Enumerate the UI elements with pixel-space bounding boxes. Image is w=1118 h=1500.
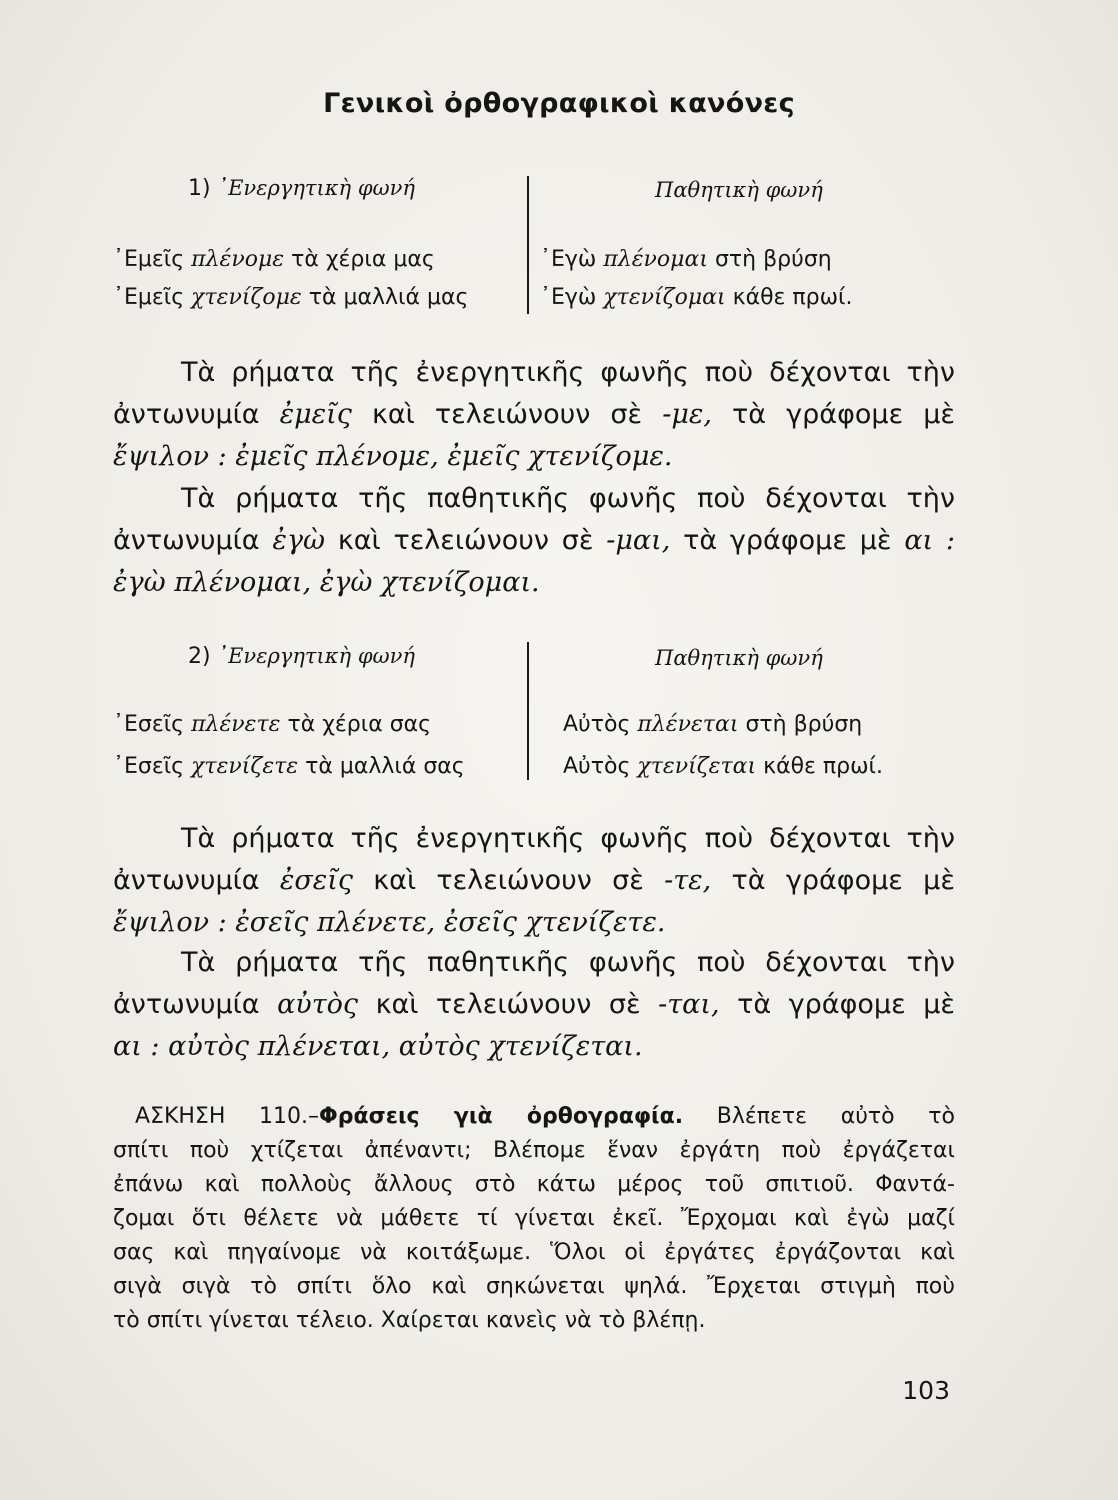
- exercise-110: [113, 1100, 955, 1338]
- pronoun: ᾿Εγὼ: [540, 247, 597, 272]
- verb: χτενίζεται: [637, 754, 757, 779]
- page-number: 103: [902, 1376, 950, 1405]
- rule-paragraph: [113, 352, 955, 478]
- active-voice-label: ᾿Ενεργητικὴ φωνή: [217, 644, 415, 668]
- section-number: 2): [188, 644, 211, 669]
- rule-paragraph: [113, 478, 955, 604]
- pronoun: ᾿Εμεῖς: [113, 247, 185, 272]
- section-2-header-left: [188, 644, 415, 669]
- text-line: αι : αὐτὸς πλένεται, αὐτὸς χτενίζεται.: [113, 1031, 643, 1062]
- table-row-left: [113, 712, 431, 737]
- pronoun: Αὐτὸς: [563, 754, 631, 779]
- table-row-left: [113, 754, 465, 779]
- phrase: στὴ βρύση: [745, 712, 863, 737]
- text-line: ἀντωνυμία αὐτὸς καὶ τελειώνουν σὲ -ται, τὰ γράφομε μὲ: [113, 989, 955, 1020]
- text-line: ΑΣΚΗΣΗ 110.–Φράσεις γιὰ ὀρθογραφία. Βλέπετε αὐτὸ τὸ: [135, 1104, 956, 1129]
- section-1-header-left: [188, 176, 415, 201]
- pronoun: ᾿Εσεῖς: [113, 712, 185, 737]
- pronoun: ᾿Εσεῖς: [113, 754, 185, 779]
- text-line: σπίτι ποὺ χτίζεται ἀπέναντι; Βλέπομε ἕναν ἐργάτη ποὺ ἐργάζεται: [113, 1138, 955, 1163]
- phrase: στὴ βρύση: [714, 247, 832, 272]
- phrase: τὰ μαλλιά μας: [308, 285, 469, 310]
- table-row-right: [540, 247, 832, 272]
- text-line: ἀντωνυμία ἐσεῖς καὶ τελειώνουν σὲ -τε, τὰ γράφομε μὲ: [113, 865, 955, 896]
- table-row-left: [113, 285, 468, 310]
- passive-voice-label: Παθητικὴ φωνή: [655, 646, 823, 670]
- table-row-right: [540, 285, 853, 310]
- text-line: τὸ σπίτι γίνεται τέλειο. Χαίρεται κανεὶς νὰ τὸ βλέπῃ.: [113, 1308, 706, 1333]
- verb: χτενίζομε: [191, 285, 302, 310]
- column-divider: [527, 176, 529, 314]
- text-line: ζομαι ὅτι θέλετε νὰ μάθετε τί γίνεται ἐκεῖ. Ἔρχομαι καὶ ἐγὼ μαζί: [113, 1206, 955, 1231]
- page-title: Γενικοὶ ὀρθογραφικοὶ κανόνες: [323, 88, 795, 119]
- pronoun: ᾿Εγὼ: [540, 285, 597, 310]
- table-row-left: [113, 247, 435, 272]
- exercise-label: ΑΣΚΗΣΗ 110.–: [135, 1104, 320, 1129]
- pronoun: Αὐτὸς: [563, 712, 631, 737]
- table-row-right: [563, 712, 862, 737]
- text-line: ἐγὼ πλένομαι, ἐγὼ χτενίζομαι.: [113, 567, 540, 598]
- text-line: Τὰ ρήματα τῆς ἐνεργητικῆς φωνῆς ποὺ δέχονται τὴν: [181, 823, 955, 854]
- text-line: ἐπάνω καὶ πολλοὺς ἄλλους στὸ κάτω μέρος τοῦ σπιτιοῦ. Φαντά-: [113, 1172, 955, 1197]
- text-line: Τὰ ρήματα τῆς ἐνεργητικῆς φωνῆς ποὺ δέχονται τὴν: [181, 357, 955, 388]
- text-line: σιγὰ σιγὰ τὸ σπίτι ὅλο καὶ σηκώνεται ψηλά. Ἔρχεται στιγμὴ ποὺ: [113, 1274, 955, 1299]
- rule-paragraph: [113, 942, 955, 1068]
- text-line: Τὰ ρήματα τῆς παθητικῆς φωνῆς ποὺ δέχονται τὴν: [181, 483, 955, 514]
- phrase: κάθε πρωί.: [732, 285, 853, 310]
- passive-voice-label: Παθητικὴ φωνή: [655, 178, 823, 202]
- text-line: ἀντωνυμία ἐμεῖς καὶ τελειώνουν σὲ -με, τὰ γράφομε μὲ: [113, 399, 956, 430]
- phrase: τὰ χέρια μας: [291, 247, 435, 272]
- table-row-right: [563, 754, 883, 779]
- exercise-heading: Φράσεις γιὰ ὀρθογραφία.: [319, 1104, 684, 1129]
- verb: πλένομε: [191, 247, 285, 272]
- rule-paragraph: [113, 818, 955, 944]
- verb: χτενίζετε: [191, 754, 299, 779]
- active-voice-label: ᾿Ενεργητικὴ φωνή: [217, 176, 415, 200]
- verb: πλένετε: [191, 712, 281, 737]
- section-number: 1): [188, 176, 211, 201]
- text-line: σας καὶ πηγαίνομε νὰ κοιτάξωμε. Ὅλοι οἱ ἐργάτες ἐργάζονται καὶ: [113, 1240, 955, 1265]
- verb: πλένεται: [637, 712, 739, 737]
- text-line: ἔψιλον : ἐσεῖς πλένετε, ἐσεῖς χτενίζετε.: [113, 907, 666, 938]
- phrase: τὰ χέρια σας: [287, 712, 432, 737]
- phrase: κάθε πρωί.: [763, 754, 883, 779]
- text-line: Τὰ ρήματα τῆς παθητικῆς φωνῆς ποὺ δέχονται τὴν: [181, 947, 955, 978]
- verb: χτενίζομαι: [603, 285, 726, 310]
- column-divider: [527, 642, 529, 780]
- verb: πλένομαι: [603, 247, 708, 272]
- text-line: ἔψιλον : ἐμεῖς πλένομε, ἐμεῖς χτενίζομε.: [113, 441, 673, 472]
- text-line: ἀντωνυμία ἐγὼ καὶ τελειώνουν σὲ -μαι, τὰ γράφομε μὲ αι :: [113, 525, 956, 556]
- pronoun: ᾿Εμεῖς: [113, 285, 185, 310]
- phrase: τὰ μαλλιά σας: [305, 754, 465, 779]
